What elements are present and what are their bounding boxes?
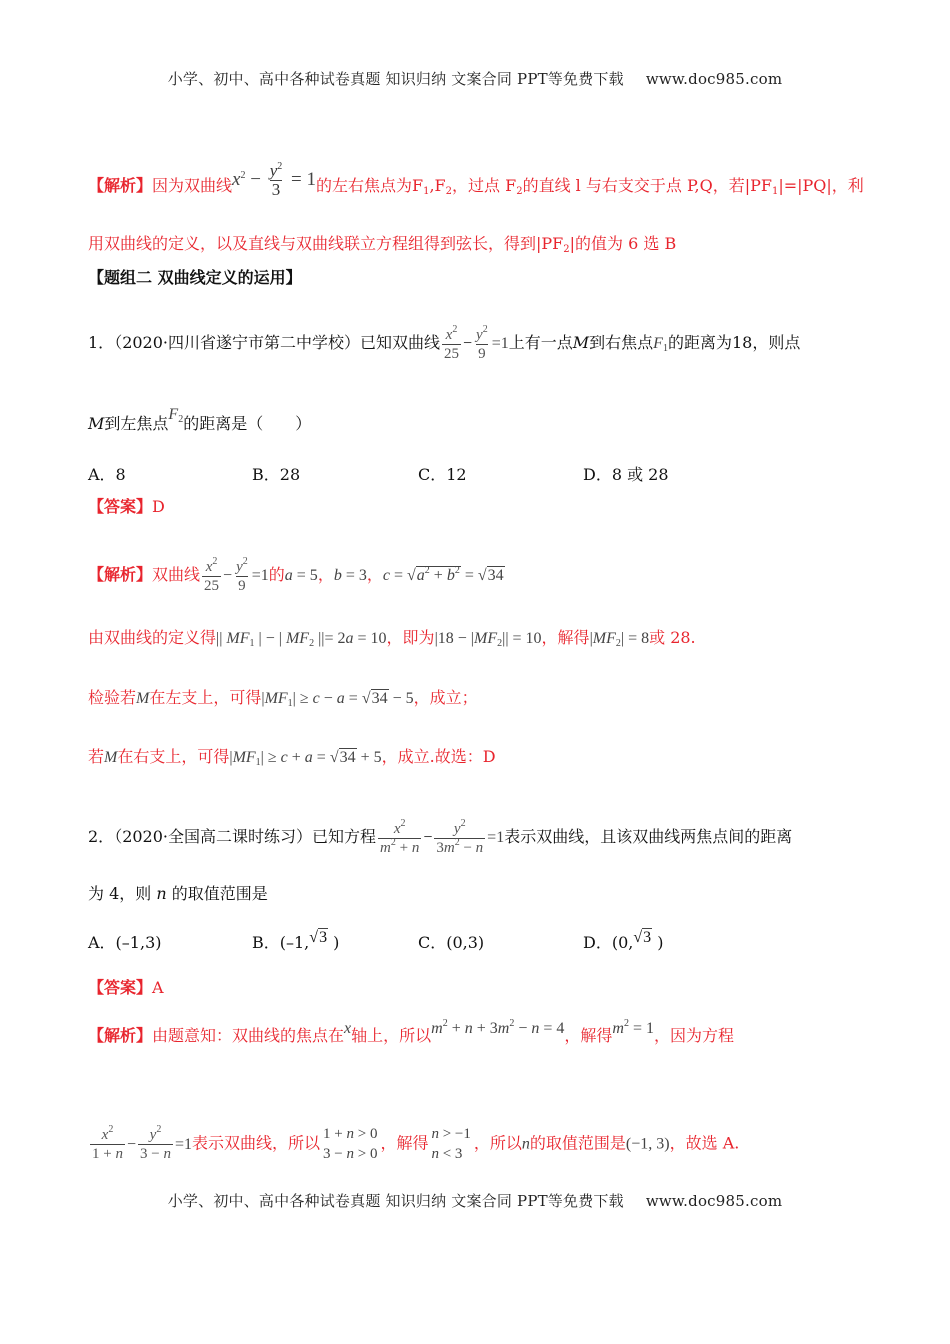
q2-number: 2．	[88, 827, 115, 847]
header-site[interactable]: www.doc985.com	[645, 70, 783, 88]
q1-analysis-line-4: 若M在右支上，可得$|MF_1| \ge c + a = √34 + 5$，成立.故选：D	[88, 747, 496, 768]
q1-option-d[interactable]: D．8 或 28	[583, 465, 669, 484]
q1-stem-line-2: M到左焦点$F_2$的距离是（ ）	[88, 406, 312, 433]
q2-answer: 【答案】A	[88, 978, 164, 997]
q1-option-a[interactable]: A．8	[88, 465, 126, 484]
q2-option-b[interactable]: B．(–1,√3 )	[252, 929, 340, 952]
q1-number: 1．	[88, 333, 115, 353]
q2-stem-line-1: 2．（2020·全国高二课时练习）已知方程 $\frac{x^2}{m^2 + n}$ − $\frac{y^2}{3m^2 - n}$ =1表示双曲线，且该双曲线两焦点间的距离	[88, 818, 793, 856]
q2-stem-line-2: 为 4，则 n 的取值范围是	[88, 884, 268, 903]
q1-option-c[interactable]: C．12	[418, 465, 467, 484]
q1-stem-line-1: 1．（2020·四川省遂宁市第二中学校）已知双曲线 $\frac{x^2}{25}$ − $\frac{y^2}{9}$ =1上有一点M到右焦点$F_1$的距离为18，则点	[88, 324, 801, 362]
q1-analysis-line-3: 检验若M在左支上，可得$|MF_1| \ge c - a = √34 - 5$，成立；	[88, 688, 478, 709]
page-footer	[0, 1190, 950, 1211]
q1-source: （2020·四川省遂宁市第二中学校）	[114, 333, 360, 353]
footer-site[interactable]: www.doc985.com	[645, 1192, 783, 1210]
q1-answer-value: D	[152, 497, 165, 516]
q1-equation: $\frac{x^2}{25}$ − $\frac{y^2}{9}$ =1	[444, 324, 509, 362]
q2-analysis-line-2: $\frac{x^2}{1 + n}$ − $\frac{y^2}{3 - n}$ =1表示双曲线，所以 1 + n > 0 3 − n > 0 ，解得 n > −1 n < 3 ，所以n的取值范围是(−1, 3)，故选 A.	[92, 1124, 740, 1163]
section-title: 【题组二 双曲线定义的运用】	[88, 268, 302, 287]
prev-analysis-line-2: 用双曲线的定义，以及直线与双曲线联立方程组得到弦长，得到$|PF_2|$的值为 6 选 B	[88, 234, 677, 255]
q2-analysis-line-1: 【解析】由题意知：双曲线的焦点在x轴上，所以$m^2 + n + 3m^2 - n = 4$，解得$m^2 = 1$，因为方程	[88, 1018, 735, 1045]
q1-analysis-line-2: 由双曲线的定义得|| $MF_1$ | − | $MF_2$ ||= 2a = 10，即为$|18 - |MF_2|| = 10$，解得$|MF_2| = 8$或 28.	[88, 628, 696, 649]
q1-analysis-line-1: 【解析】双曲线 $\frac{x^2}{25}$ − $\frac{y^2}{9}$ =1的a = 5，b = 3，$c = √a^2 + b^2 = √34$	[88, 556, 504, 594]
header-text: 小学、初中、高中各种试卷真题 知识归纳 文案合同 PPT等免费下载	[167, 70, 624, 88]
q2-option-c[interactable]: C．(0,3)	[418, 933, 485, 952]
q2-option-a[interactable]: A．(–1,3)	[88, 933, 162, 952]
hyperbola-equation: $x^2$ − $\frac{y^2}{3}$ = 1	[232, 161, 316, 199]
analysis-tag: 【解析】	[88, 175, 153, 195]
q1-answer: 【答案】D	[88, 497, 165, 516]
prev-analysis-line-1: 【解析】因为双曲线$x^2$ − $\frac{y^2}{3}$ = 1的左右焦点为$F_1,F_2$，过点 $F_2$的直线 l 与右支交于点 P,Q，若$|PF_1|=|PQ|$，利	[88, 161, 864, 199]
q2-answer-value: A	[152, 978, 164, 997]
page-header	[0, 68, 950, 89]
q2-equation: $\frac{x^2}{m^2 + n}$ − $\frac{y^2}{3m^2 - n}$ =1	[380, 818, 505, 856]
q1-option-b[interactable]: B．28	[252, 465, 301, 484]
footer-text: 小学、初中、高中各种试卷真题 知识归纳 文案合同 PPT等免费下载	[167, 1192, 624, 1210]
q2-option-d[interactable]: D．(0,√3 )	[583, 929, 664, 952]
q2-source: （2020·全国高二课时练习）	[114, 827, 312, 847]
